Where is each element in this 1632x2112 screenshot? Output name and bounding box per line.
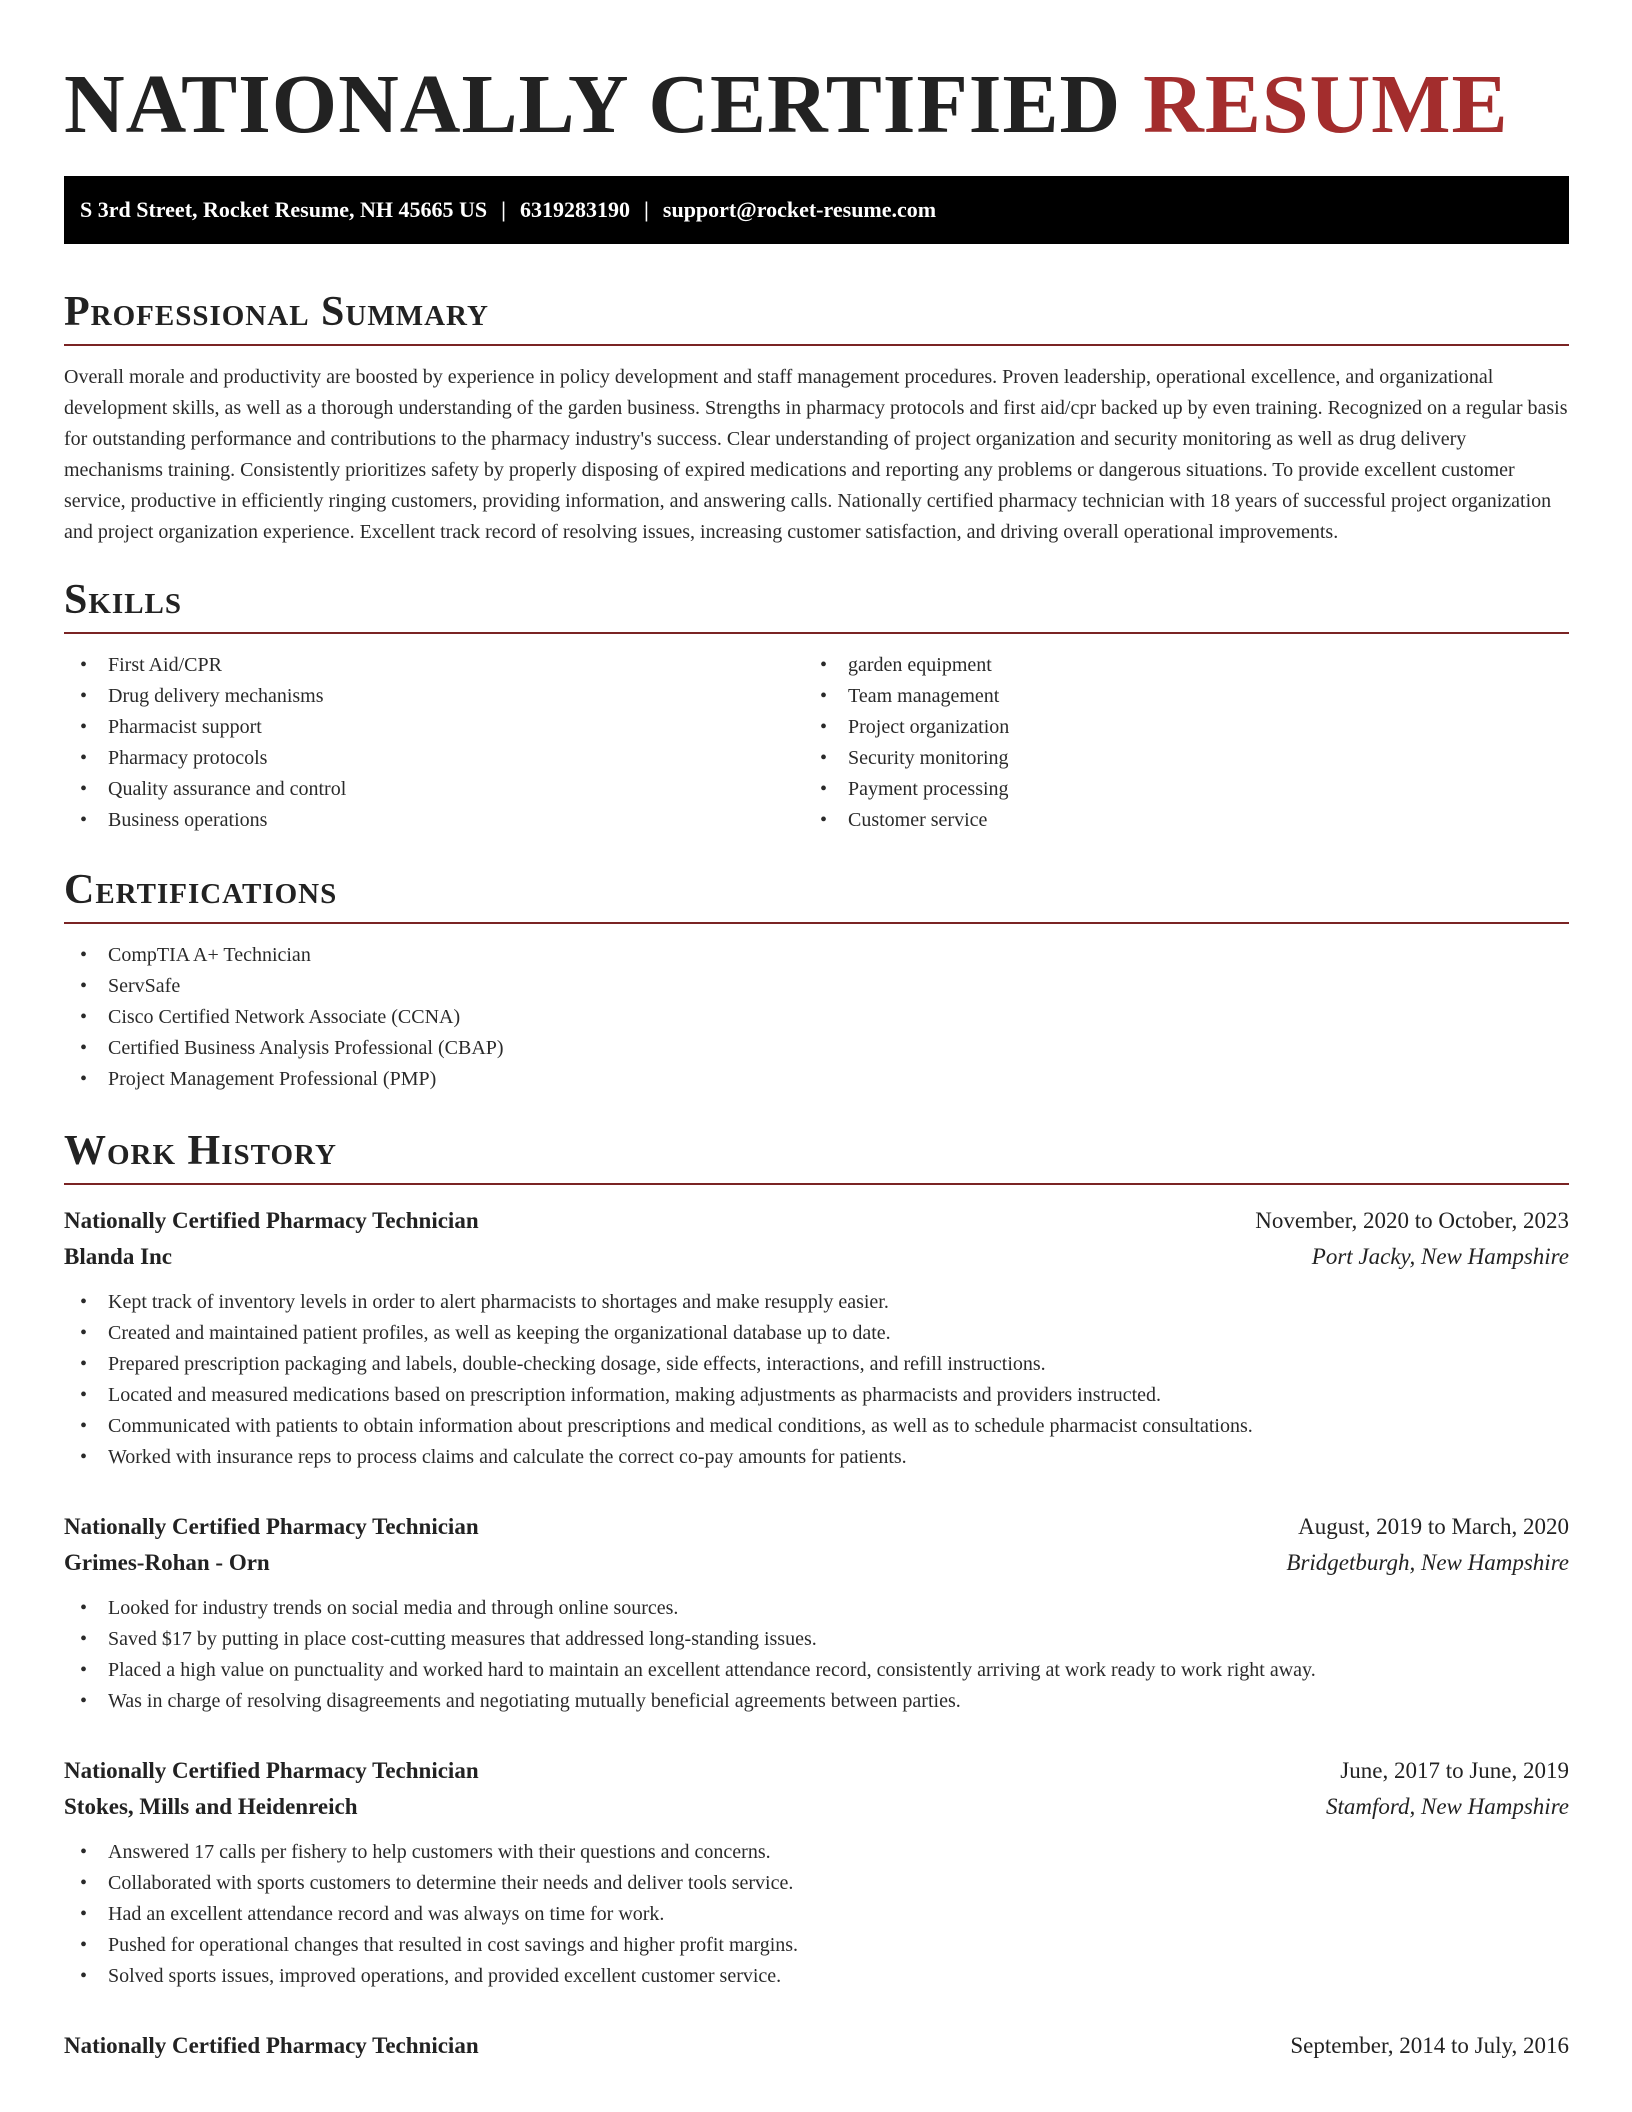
skill-item: • Team management — [804, 681, 1544, 712]
contact-bar — [64, 176, 1569, 244]
duty-item: • Kept track of inventory levels in order to alert pharmacists to shortages and make resupply easier. — [64, 1287, 1569, 1318]
certification-item: • ServSafe — [64, 971, 1569, 1002]
job-header-row — [64, 1509, 1569, 1545]
skill-item: • garden equipment — [804, 650, 1544, 681]
skill-item: • Customer service — [804, 805, 1544, 836]
job-company: Stokes, Mills and Heidenreich — [64, 1794, 358, 1819]
contact-email[interactable]: support@rocket-resume.com — [662, 197, 937, 222]
certifications-list — [64, 940, 1569, 1095]
certification-item: • CompTIA A+ Technician — [64, 940, 1569, 971]
skill-item: • Drug delivery mechanisms — [64, 681, 804, 712]
duty-item: • Placed a high value on punctuality and worked hard to maintain an excellent attendance record, consistently arriving at work ready to work right away. — [64, 1655, 1569, 1686]
skills-column-left — [64, 650, 804, 836]
job-title: Nationally Certified Pharmacy Technician — [64, 2033, 479, 2058]
job-title: Nationally Certified Pharmacy Technician — [64, 1208, 479, 1233]
contact-phone: 6319283190 — [520, 197, 631, 222]
duty-item: • Located and measured medications based on prescription information, making adjustments as pharmacists and providers instructed. — [64, 1380, 1569, 1411]
contact-separator: | — [644, 197, 649, 222]
job-location: Bridgetburgh, New Hampshire — [1286, 1550, 1569, 1575]
skill-item: • First Aid/CPR — [64, 650, 804, 681]
job-company: Grimes-Rohan - Orn — [64, 1550, 270, 1575]
resume-page — [64, 0, 1569, 2064]
summary-heading: Professional Summary — [64, 284, 1569, 346]
certifications-heading: Certifications — [64, 862, 1569, 924]
job-entry — [64, 2028, 1569, 2064]
job-duties — [64, 1593, 1569, 1717]
contact-separator: | — [501, 197, 507, 222]
job-header-row — [64, 2028, 1569, 2064]
job-company: Blanda Inc — [64, 1244, 173, 1269]
duty-item: • Pushed for operational changes that resulted in cost savings and higher profit margins. — [64, 1930, 1569, 1961]
job-location: Stamford, New Hampshire — [1326, 1794, 1569, 1819]
duty-item: • Collaborated with sports customers to determine their needs and deliver tools service. — [64, 1868, 1569, 1899]
duty-item: • Answered 17 calls per fishery to help customers with their questions and concerns. — [64, 1837, 1569, 1868]
certification-item: • Cisco Certified Network Associate (CCNA) — [64, 1002, 1569, 1033]
job-location: Port Jacky, New Hampshire — [1311, 1244, 1569, 1269]
skill-item: • Pharmacy protocols — [64, 743, 804, 774]
skills-heading: Skills — [64, 572, 1569, 634]
job-entry — [64, 1753, 1569, 1992]
contact-address: S 3rd Street, Rocket Resume, NH 45665 US — [80, 197, 488, 222]
job-duties — [64, 1287, 1569, 1473]
title-accent: RESUME — [1143, 58, 1509, 151]
skill-item: • Payment processing — [804, 774, 1544, 805]
duty-item: • Saved $17 by putting in place cost-cutting measures that addressed long-standing issues. — [64, 1624, 1569, 1655]
job-entry — [64, 1203, 1569, 1473]
job-dates: September, 2014 to July, 2016 — [1290, 2033, 1569, 2058]
duty-item: • Had an excellent attendance record and was always on time for work. — [64, 1899, 1569, 1930]
duty-item: • Solved sports issues, improved operations, and provided excellent customer service. — [64, 1961, 1569, 1992]
job-title: Nationally Certified Pharmacy Technician — [64, 1758, 479, 1783]
job-duties — [64, 1837, 1569, 1992]
job-dates: November, 2020 to October, 2023 — [1255, 1208, 1569, 1233]
certification-item: • Project Management Professional (PMP) — [64, 1064, 1569, 1095]
job-header-row — [64, 1753, 1569, 1789]
skill-item: • Business operations — [64, 805, 804, 836]
job-company-row — [64, 1789, 1569, 1825]
duty-item: • Worked with insurance reps to process claims and calculate the correct co-pay amounts for patients. — [64, 1442, 1569, 1473]
duty-item: • Looked for industry trends on social media and through online sources. — [64, 1593, 1569, 1624]
title-main: NATIONALLY CERTIFIED — [64, 58, 1122, 151]
skill-item: • Quality assurance and control — [64, 774, 804, 805]
job-dates: June, 2017 to June, 2019 — [1340, 1758, 1569, 1783]
skill-item: • Security monitoring — [804, 743, 1544, 774]
resume-title — [64, 0, 1569, 152]
job-company-row — [64, 1545, 1569, 1581]
duty-item: • Prepared prescription packaging and labels, double-checking dosage, side effects, interactions, and refill instructions. — [64, 1349, 1569, 1380]
skill-item: • Project organization — [804, 712, 1544, 743]
duty-item: • Communicated with patients to obtain information about prescriptions and medical conditions, as well as to schedule pharmacist consultations. — [64, 1411, 1569, 1442]
job-title: Nationally Certified Pharmacy Technician — [64, 1514, 479, 1539]
duty-item: • Was in charge of resolving disagreements and negotiating mutually beneficial agreements between parties. — [64, 1686, 1569, 1717]
summary-text: Overall morale and productivity are boosted by experience in policy development and staff management procedures. Proven leadership, operational excellence, and organizational development skills, as well as a thorough understanding of the garden business. Strengths in pharmacy protocols and first aid/cpr backed up by even training. Recognized on a regular basis for outstanding performance and contributions to the pharmacy industry's success. Clear understanding of project organization and security monitoring as well as drug delivery mechanisms training. Consistently prioritizes safety by properly disposing of expired medications and reporting any problems or dangerous situations. To provide excellent customer service, productive in efficiently ringing customers, providing information, and answering calls. Nationally certified pharmacy technician with 18 years of successful project organization and project organization experience. Excellent track record of resolving issues, increasing customer satisfaction, and driving overall operational improvements. — [64, 366, 1568, 543]
certification-item: • Certified Business Analysis Professional (CBAP) — [64, 1033, 1569, 1064]
job-dates: August, 2019 to March, 2020 — [1298, 1514, 1569, 1539]
skills-list — [64, 650, 1569, 836]
job-company-row — [64, 1239, 1569, 1275]
job-header-row — [64, 1203, 1569, 1239]
duty-item: • Created and maintained patient profiles, as well as keeping the organizational database up to date. — [64, 1318, 1569, 1349]
job-entry — [64, 1509, 1569, 1717]
work-history-heading: Work History — [64, 1123, 1569, 1185]
skill-item: • Pharmacist support — [64, 712, 804, 743]
skills-column-right — [804, 650, 1544, 836]
